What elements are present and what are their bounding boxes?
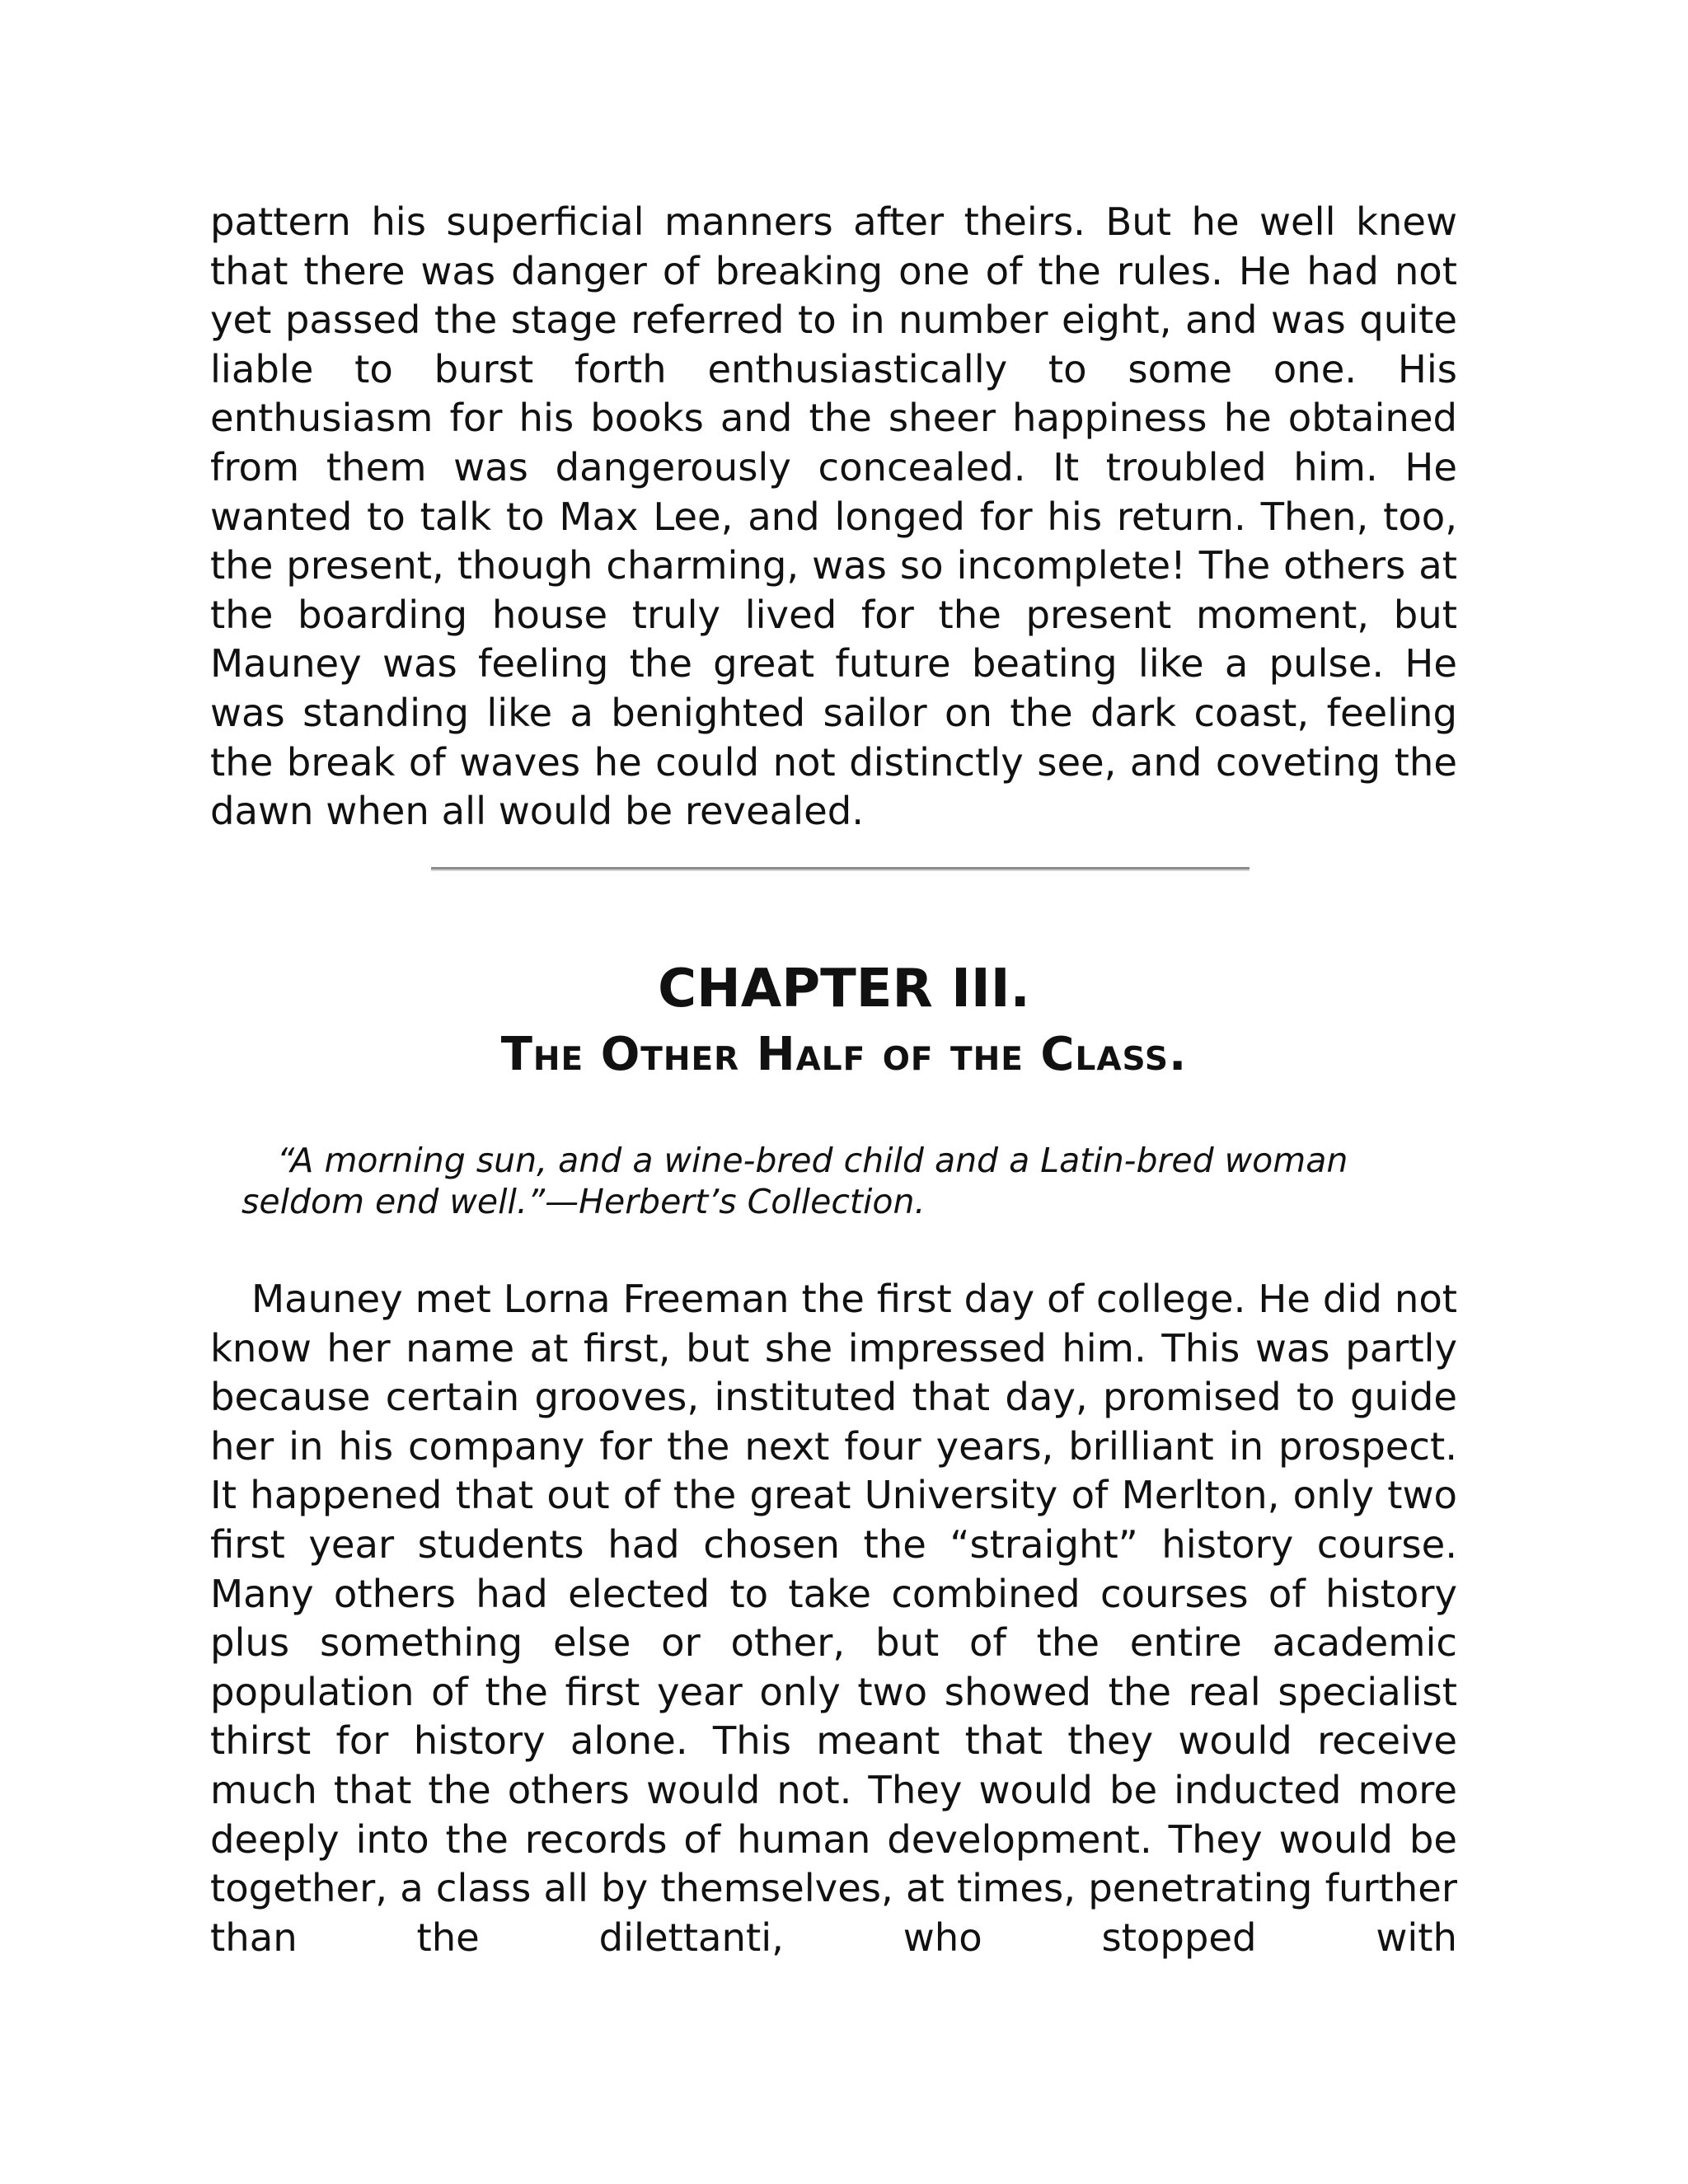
chapter-body	[210, 1275, 1457, 1962]
top-text-block	[210, 198, 1457, 837]
epigraph-quote: “A morning sun, and a wine-bred child and a Latin-bred woman seldom end well.”—Herbert’s Collection.	[241, 1141, 1348, 1221]
continuation-paragraph: pattern his superficial manners after theirs. But he well knew that there was danger of breaking one of the rules. He had not yet passed the stage referred to in number eight, and was quite liable to burst forth enthusiastically to some one. His enthusiasm for his books and the sheer happiness he obtained from them was dangerously concealed. It troubled him. He wanted to talk to Max Lee, and longed for his return. Then, too, the present, though charming, was so incomplete! The others at the boarding house truly lived for the present moment, but Mauney was feeling the great future beating like a pulse. He was standing like a benighted sailor on the dark coast, feeling the break of waves he could not distinctly see, and coveting the dawn when all would be revealed.	[210, 199, 1457, 834]
chapter-opening-paragraph: Mauney met Lorna Freeman the first day of college. He did not know her name at first, but she impressed him. This was partly because certain grooves, instituted that day, promised to guide her in his company for the next four years, brilliant in prospect. It happened that out of the great University of Merlton, only two first year students had chosen the “straight” history course. Many others had elected to take combined courses of history plus something else or other, but of the entire academic population of the first year only two showed the real specialist thirst for history alone. This meant that they would receive much that the others would not. They would be inducted more deeply into the records of human development. They would be together, a class all by themselves, at times, penetrating further than the dilettanti, who stopped with	[210, 1277, 1457, 1960]
chapter-subtitle: The Other Half of the Class.	[500, 1028, 1188, 1081]
section-divider	[431, 867, 1250, 871]
chapter-title: CHAPTER III.	[658, 958, 1030, 1019]
